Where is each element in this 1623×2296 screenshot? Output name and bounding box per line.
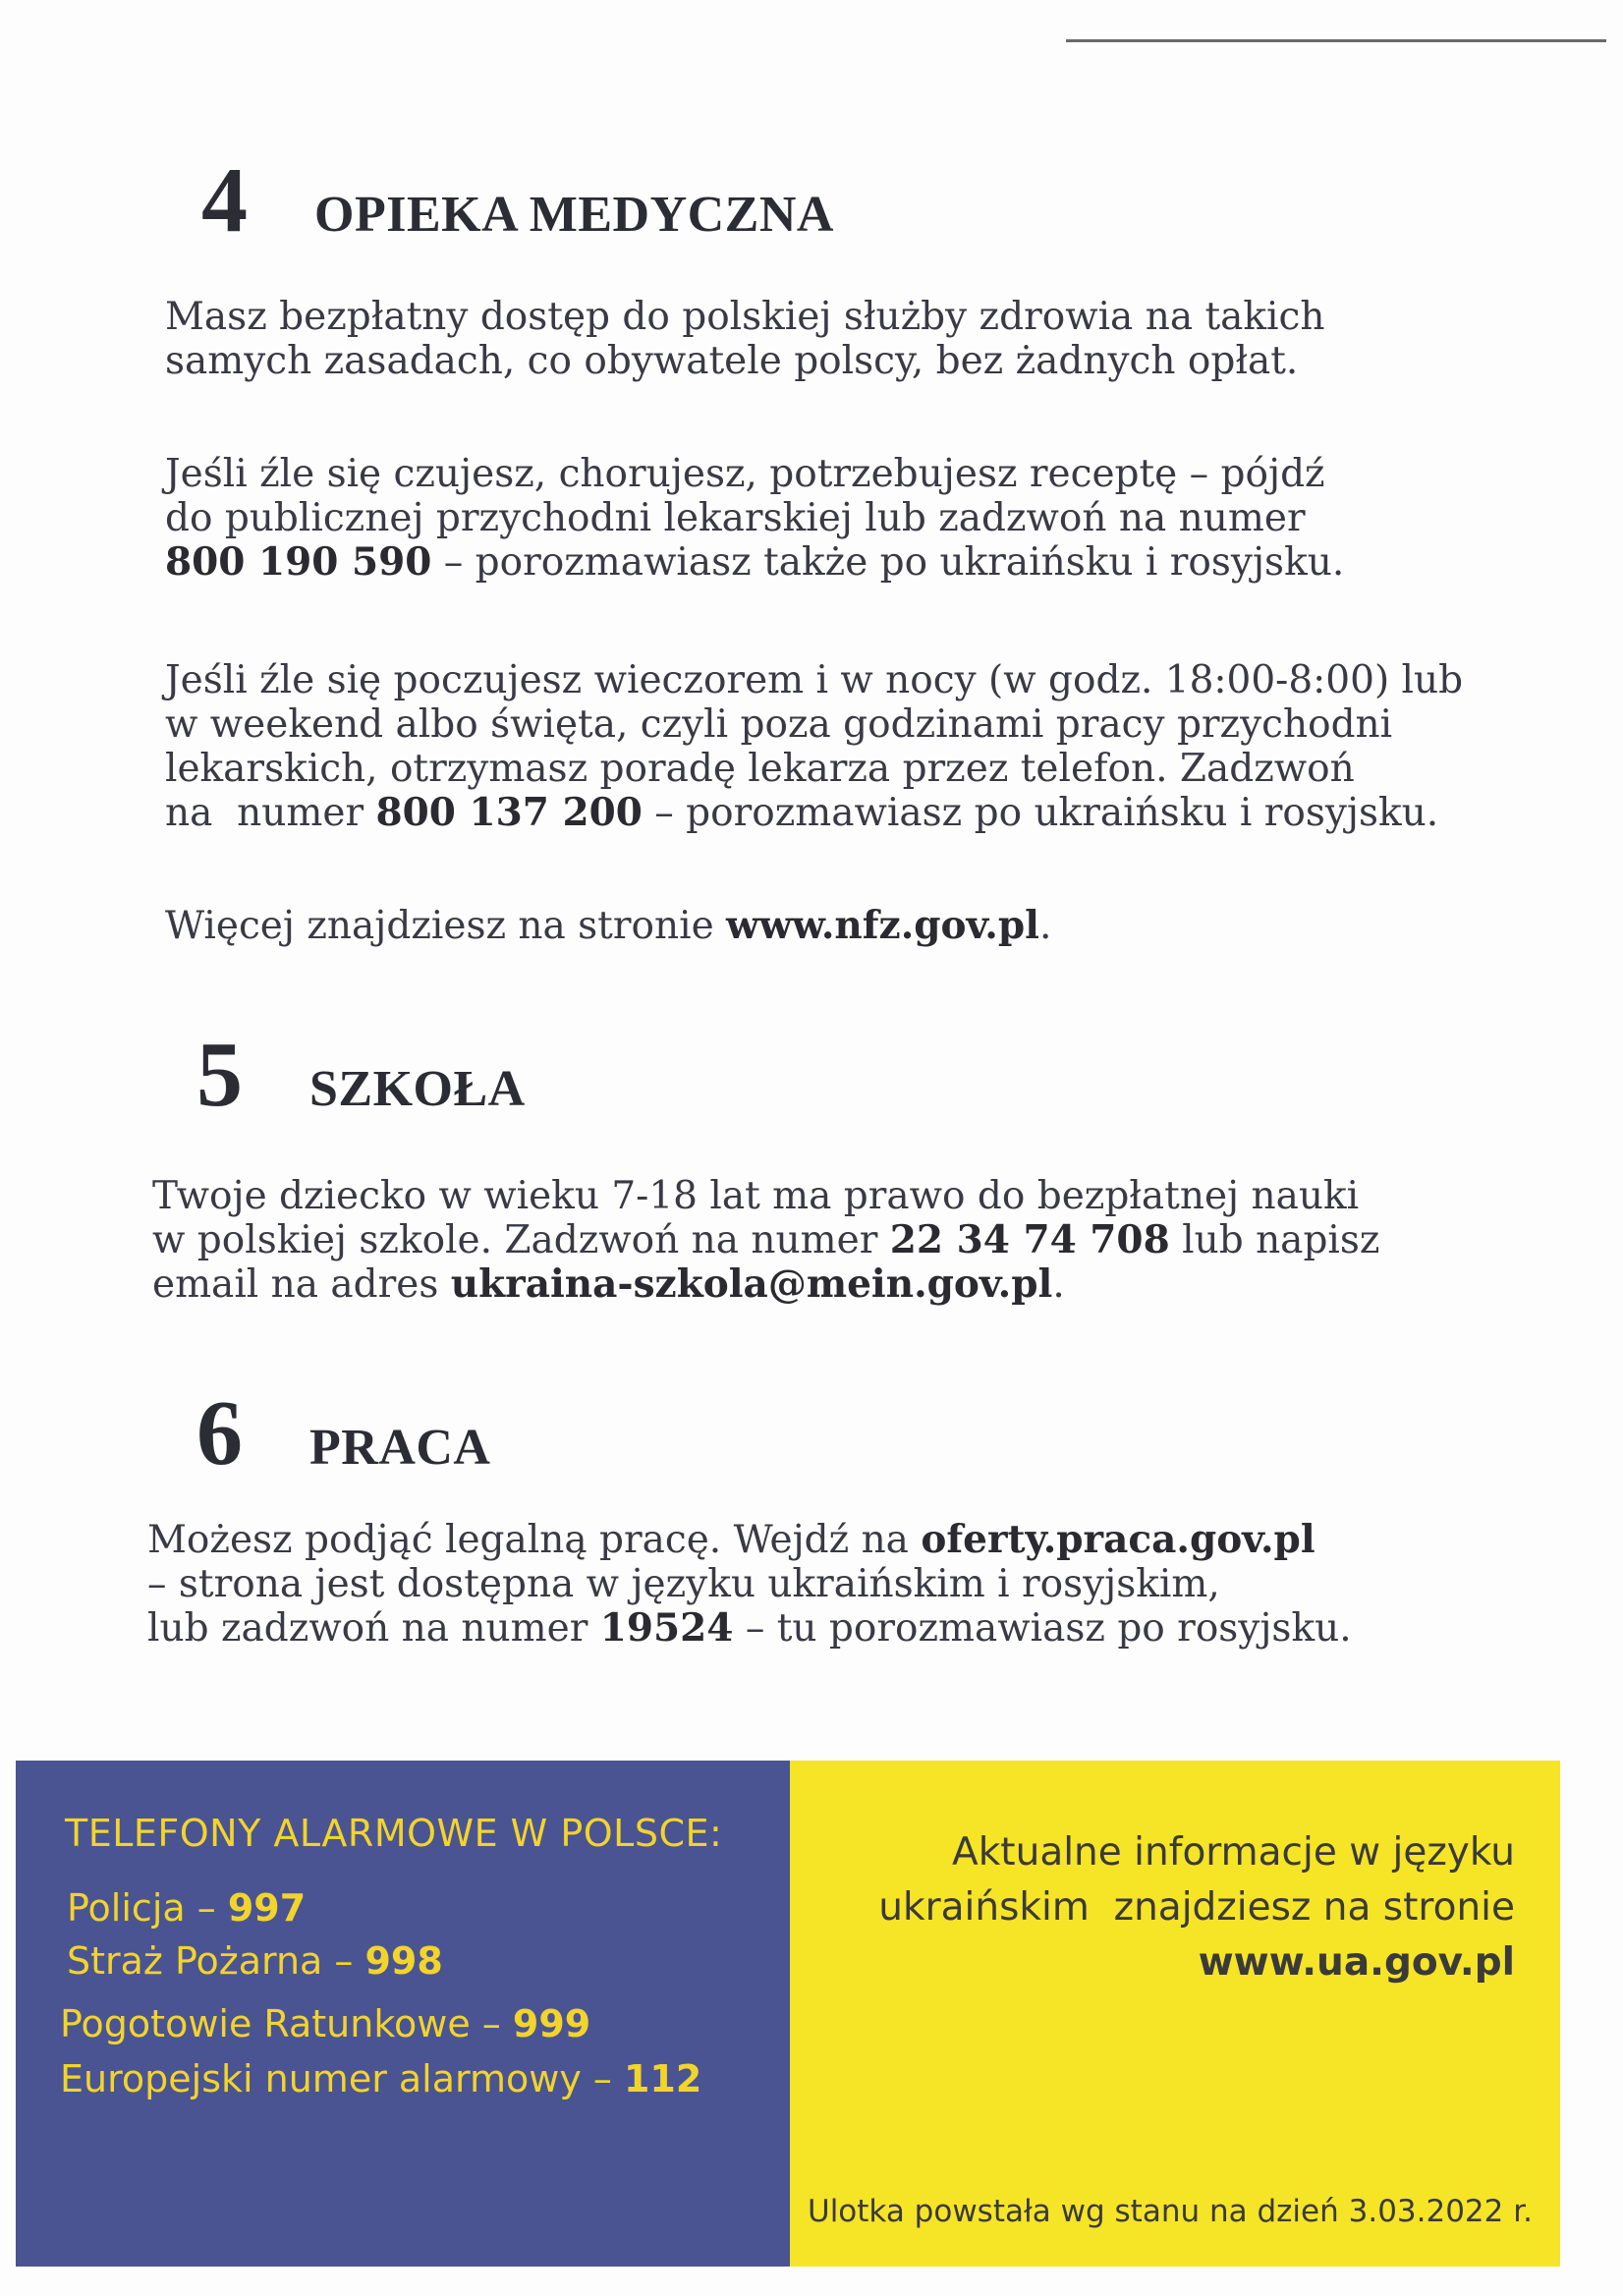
text-span: Więcej znajdziesz na stronie [165, 904, 727, 948]
section-5-heading [196, 1022, 526, 1128]
phone-number: 22 34 74 708 [889, 1217, 1170, 1262]
nfz-paragraph [165, 904, 1051, 948]
text-line: Jeśli źle się poczujesz wieczorem i w nocy (w godz. 18:00-8:00) lub [165, 658, 1464, 702]
ua-gov-link[interactable]: www.ua.gov.pl [1198, 1940, 1515, 1985]
work-paragraph [147, 1518, 1352, 1651]
text-line: – strona jest dostępna w języku ukraińskim i rosyjskim, [147, 1562, 1220, 1606]
alarm-number: 999 [512, 2002, 591, 2045]
leaflet-date-note: Ulotka powstała wg stanu na dzień 3.03.2022 r. [808, 2194, 1533, 2229]
text-span: . [1052, 1262, 1065, 1307]
section-number: 4 [201, 149, 248, 252]
clinic-paragraph [165, 452, 1344, 585]
text-span: – tu porozmawiasz po rosyjsku. [733, 1606, 1352, 1651]
section-4-heading [201, 147, 834, 253]
text-line: Masz bezpłatny dostęp do polskiej służby zdrowia na takich [165, 295, 1325, 339]
alarm-number: 112 [623, 2057, 702, 2100]
bottom-banner [16, 1761, 1560, 2267]
alarm-item-european [60, 2057, 701, 2100]
info-line: ukraińskim znajdziesz na stronie [878, 1885, 1515, 1930]
alarm-number: 998 [364, 1939, 443, 1983]
section-6-heading [196, 1380, 490, 1486]
medical-access-paragraph [165, 295, 1324, 383]
alarm-title: TELEFONY ALARMOWE W POLSCE: [65, 1812, 723, 1855]
text-line: Jeśli źle się czujesz, chorujesz, potrzebujesz receptę – pójdź [165, 452, 1325, 496]
text-line [147, 1518, 1352, 1562]
night-care-paragraph [165, 658, 1463, 835]
alarm-label: Pogotowie Ratunkowe – [60, 2002, 513, 2045]
text-line [152, 1262, 1379, 1307]
alarm-label: Europejski numer alarmowy – [60, 2057, 624, 2100]
text-line [165, 540, 1344, 585]
alarm-item-fire [67, 1939, 443, 1983]
section-title: PRACA [309, 1420, 491, 1476]
text-line: w weekend albo święta, czyli poza godzinami pracy przychodni [165, 702, 1393, 747]
alarm-label: Straż Pożarna – [67, 1939, 365, 1983]
section-number: 5 [196, 1024, 243, 1126]
text-span: Możesz podjąć legalną pracę. Wejdź na [147, 1518, 922, 1562]
text-span: email na adres [152, 1262, 451, 1307]
school-paragraph [152, 1174, 1379, 1307]
text-span: . [1038, 904, 1052, 948]
alarm-item-police [67, 1886, 306, 1930]
text-line: Twoje dziecko w wieku 7-18 lat ma prawo do bezpłatnej nauki [152, 1174, 1360, 1218]
text-span: – porozmawiasz także po ukraińsku i rosyjsku. [431, 540, 1345, 585]
section-title: OPIEKA MEDYCZNA [314, 187, 834, 243]
phone-number: 19524 [599, 1605, 734, 1651]
alarm-label: Policja – [67, 1886, 228, 1930]
info-text [878, 1825, 1515, 1990]
phone-number: 800 137 200 [375, 790, 643, 835]
job-offers-link[interactable]: oferty.praca.gov.pl [921, 1517, 1315, 1562]
alarm-numbers-panel [16, 1761, 790, 2267]
school-email-link[interactable]: ukraina-szkola@mein.gov.pl [450, 1261, 1053, 1307]
text-line [152, 1218, 1379, 1262]
nfz-link[interactable]: www.nfz.gov.pl [726, 903, 1039, 948]
text-span: lub zadzwoń na numer [147, 1606, 600, 1651]
text-line: samych zasadach, co obywatele polscy, bez żadnych opłat. [165, 339, 1299, 383]
alarm-number: 997 [227, 1886, 307, 1930]
text-line: do publicznej przychodni lekarskiej lub zadzwoń na numer [165, 496, 1306, 540]
text-span: – porozmawiasz po ukraińsku i rosyjsku. [642, 791, 1439, 835]
phone-number: 800 190 590 [165, 539, 432, 585]
text-line [147, 1606, 1352, 1651]
text-span: na numer [165, 791, 376, 835]
alarm-item-ambulance [60, 2002, 590, 2045]
section-title: SZKOŁA [309, 1061, 526, 1117]
info-panel [790, 1761, 1560, 2267]
text-span: w polskiej szkole. Zadzwoń na numer [152, 1218, 890, 1262]
text-line [165, 791, 1463, 835]
top-rule [1066, 39, 1606, 42]
text-line: lekarskich, otrzymasz poradę lekarza przez telefon. Zadzwoń [165, 747, 1355, 791]
section-number: 6 [196, 1382, 243, 1484]
info-line: Aktualne informacje w języku [952, 1830, 1515, 1875]
text-span: lub napisz [1169, 1218, 1380, 1262]
